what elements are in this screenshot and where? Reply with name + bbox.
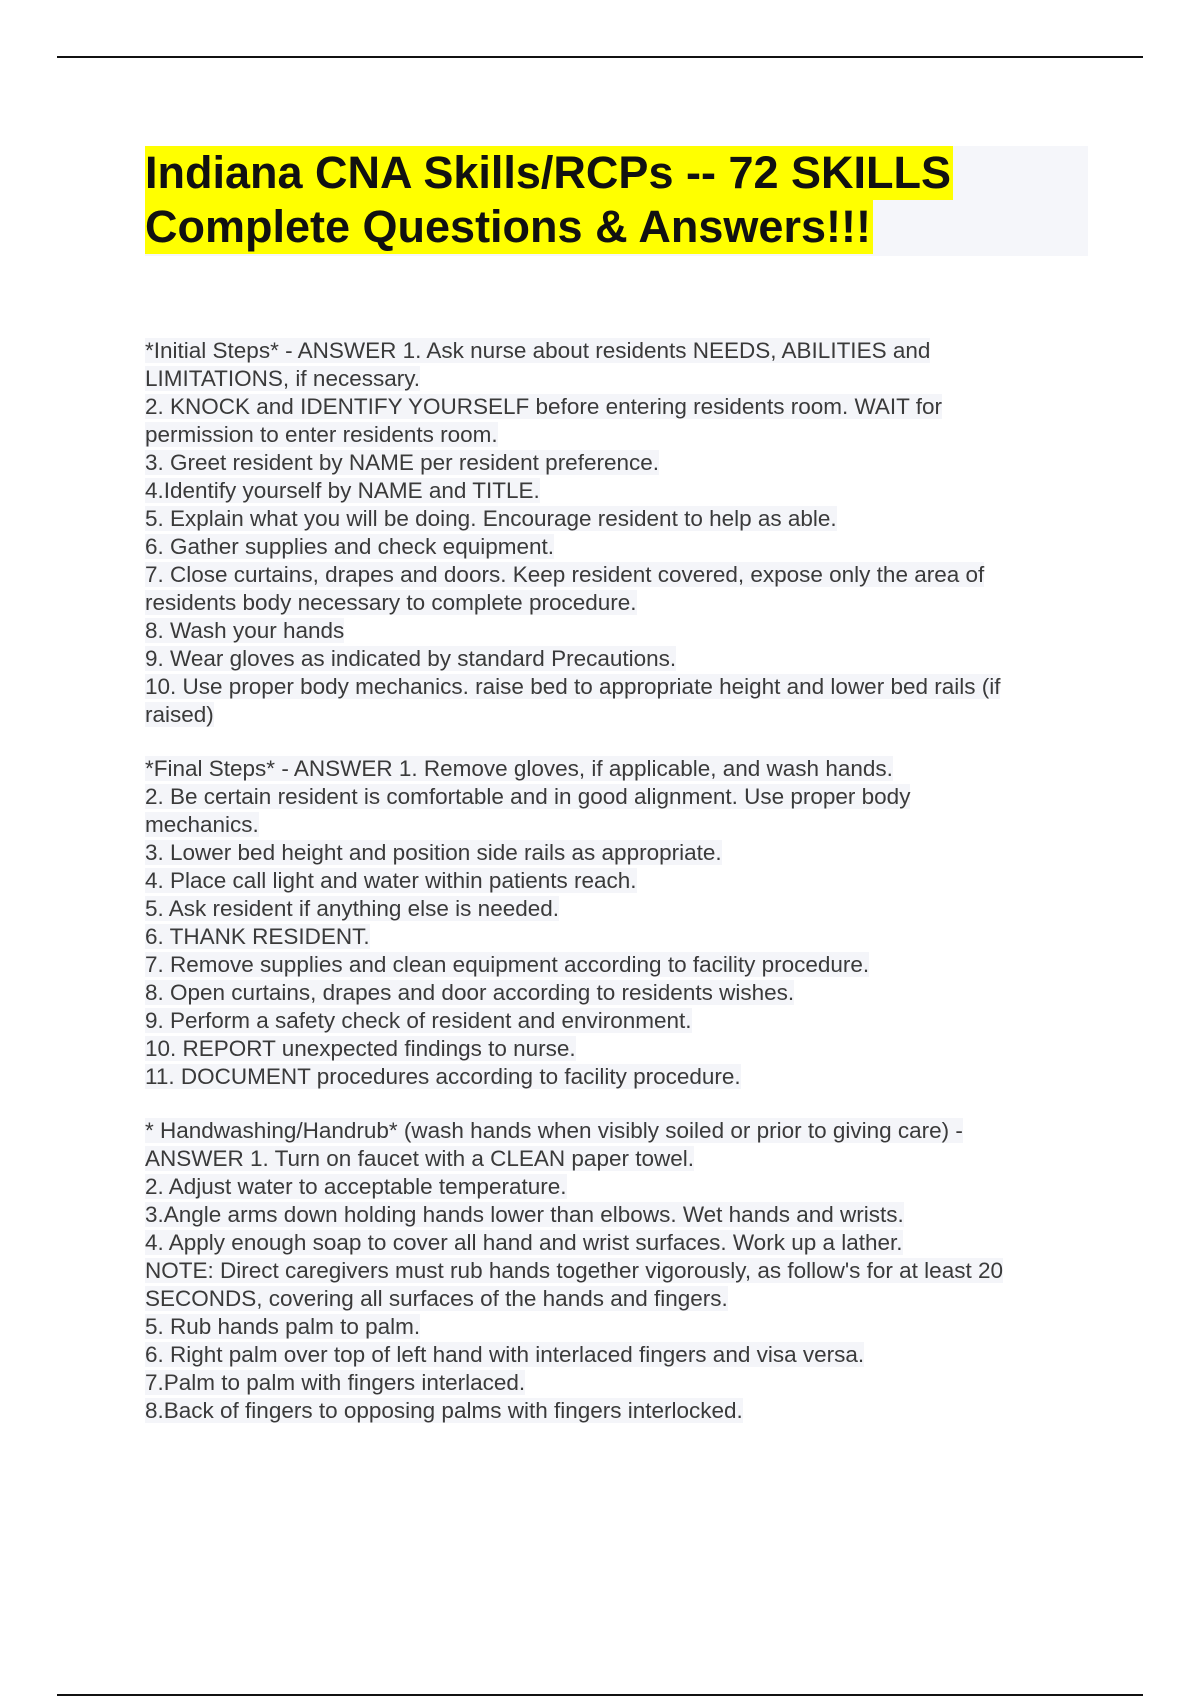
text-line <box>145 839 1085 867</box>
text-line-content: 7. Close curtains, drapes and doors. Keep resident covered, expose only the area of <box>145 562 985 587</box>
text-line <box>145 421 1085 449</box>
text-line-content: 6. Gather supplies and check equipment. <box>145 534 554 559</box>
text-line <box>145 783 1085 811</box>
text-line-content: LIMITATIONS, if necessary. <box>145 366 421 391</box>
text-line <box>145 1063 1085 1091</box>
title-line-1: Indiana CNA Skills/RCPs -- 72 SKILLS <box>145 147 952 198</box>
text-line <box>145 1397 1085 1425</box>
text-line-content: SECONDS, covering all surfaces of the hands and fingers. <box>145 1286 728 1311</box>
text-line-content: NOTE: Direct caregivers must rub hands together vigorously, as follow's for at least 20 <box>145 1258 1003 1283</box>
text-line <box>145 1145 1085 1173</box>
text-line-content: *Final Steps* - ANSWER 1. Remove gloves, if applicable, and wash hands. <box>145 756 893 781</box>
text-line-content: 8.Back of fingers to opposing palms with fingers interlocked. <box>145 1398 743 1423</box>
text-line-content: raised) <box>145 702 214 727</box>
text-line-content: 3.Angle arms down holding hands lower than elbows. Wet hands and wrists. <box>145 1202 904 1227</box>
document-title <box>145 146 1088 256</box>
text-line-content: residents body necessary to complete procedure. <box>145 590 637 615</box>
text-line-content: *Initial Steps* - ANSWER 1. Ask nurse about residents NEEDS, ABILITIES and <box>145 338 931 363</box>
text-line <box>145 951 1085 979</box>
section-initial-steps <box>145 337 1085 729</box>
text-line <box>145 673 1085 701</box>
text-line <box>145 477 1085 505</box>
text-line-content: 5. Explain what you will be doing. Encourage resident to help as able. <box>145 506 837 531</box>
text-line <box>145 1173 1085 1201</box>
text-line <box>145 505 1085 533</box>
text-line-content: 3. Greet resident by NAME per resident preference. <box>145 450 659 475</box>
section-handwashing <box>145 1117 1085 1425</box>
text-line <box>145 561 1085 589</box>
text-line <box>145 1229 1085 1257</box>
text-line-content: 10. REPORT unexpected findings to nurse. <box>145 1036 576 1061</box>
text-line-content: 6. Right palm over top of left hand with interlaced fingers and visa versa. <box>145 1342 865 1367</box>
text-line <box>145 589 1085 617</box>
text-line <box>145 867 1085 895</box>
text-line <box>145 1313 1085 1341</box>
text-line <box>145 1117 1085 1145</box>
text-line-content: 11. DOCUMENT procedures according to facility procedure. <box>145 1064 741 1089</box>
text-line <box>145 755 1085 783</box>
text-line-content: * Handwashing/Handrub* (wash hands when visibly soiled or prior to giving care) - <box>145 1118 963 1143</box>
text-line-content: 3. Lower bed height and position side rails as appropriate. <box>145 840 722 865</box>
text-line <box>145 1341 1085 1369</box>
text-line <box>145 701 1085 729</box>
text-line-content: 8. Wash your hands <box>145 618 345 643</box>
text-line <box>145 1257 1085 1285</box>
text-line-content: 2. Be certain resident is comfortable and in good alignment. Use proper body <box>145 784 911 809</box>
text-line-content: 8. Open curtains, drapes and door according to residents wishes. <box>145 980 795 1005</box>
text-line-content: permission to enter residents room. <box>145 422 498 447</box>
text-line-content: 2. KNOCK and IDENTIFY YOURSELF before entering residents room. WAIT for <box>145 394 942 419</box>
text-line <box>145 617 1085 645</box>
text-line <box>145 393 1085 421</box>
title-line-2: Complete Questions & Answers!!! <box>145 201 871 252</box>
text-line <box>145 337 1085 365</box>
text-line <box>145 895 1085 923</box>
section-final-steps <box>145 755 1085 1091</box>
text-line-content: 9. Wear gloves as indicated by standard Precautions. <box>145 646 677 671</box>
text-line-content: 5. Ask resident if anything else is needed. <box>145 896 560 921</box>
text-line <box>145 1201 1085 1229</box>
bottom-rule <box>57 1694 1143 1696</box>
text-line-content: 6. THANK RESIDENT. <box>145 924 370 949</box>
text-line <box>145 365 1085 393</box>
text-line-content: 5. Rub hands palm to palm. <box>145 1314 421 1339</box>
text-line-content: 2. Adjust water to acceptable temperature. <box>145 1174 567 1199</box>
text-line <box>145 449 1085 477</box>
text-line-content: 4. Place call light and water within patients reach. <box>145 868 637 893</box>
text-line <box>145 645 1085 673</box>
text-line-content: 7.Palm to palm with fingers interlaced. <box>145 1370 526 1395</box>
text-line <box>145 533 1085 561</box>
text-line <box>145 923 1085 951</box>
text-line <box>145 1007 1085 1035</box>
text-line-content: 7. Remove supplies and clean equipment according to facility procedure. <box>145 952 870 977</box>
text-line-content: 4.Identify yourself by NAME and TITLE. <box>145 478 540 503</box>
text-line-content: 4. Apply enough soap to cover all hand and wrist surfaces. Work up a lather. <box>145 1230 903 1255</box>
text-line-content: 10. Use proper body mechanics. raise bed to appropriate height and lower bed rails (if <box>145 674 1001 699</box>
document-body <box>145 337 1085 1451</box>
text-line-content: ANSWER 1. Turn on faucet with a CLEAN paper towel. <box>145 1146 694 1171</box>
text-line-content: 9. Perform a safety check of resident and environment. <box>145 1008 692 1033</box>
text-line <box>145 979 1085 1007</box>
text-line <box>145 1369 1085 1397</box>
top-rule <box>57 56 1143 58</box>
text-line-content: mechanics. <box>145 812 259 837</box>
text-line <box>145 1285 1085 1313</box>
text-line <box>145 811 1085 839</box>
text-line <box>145 1035 1085 1063</box>
